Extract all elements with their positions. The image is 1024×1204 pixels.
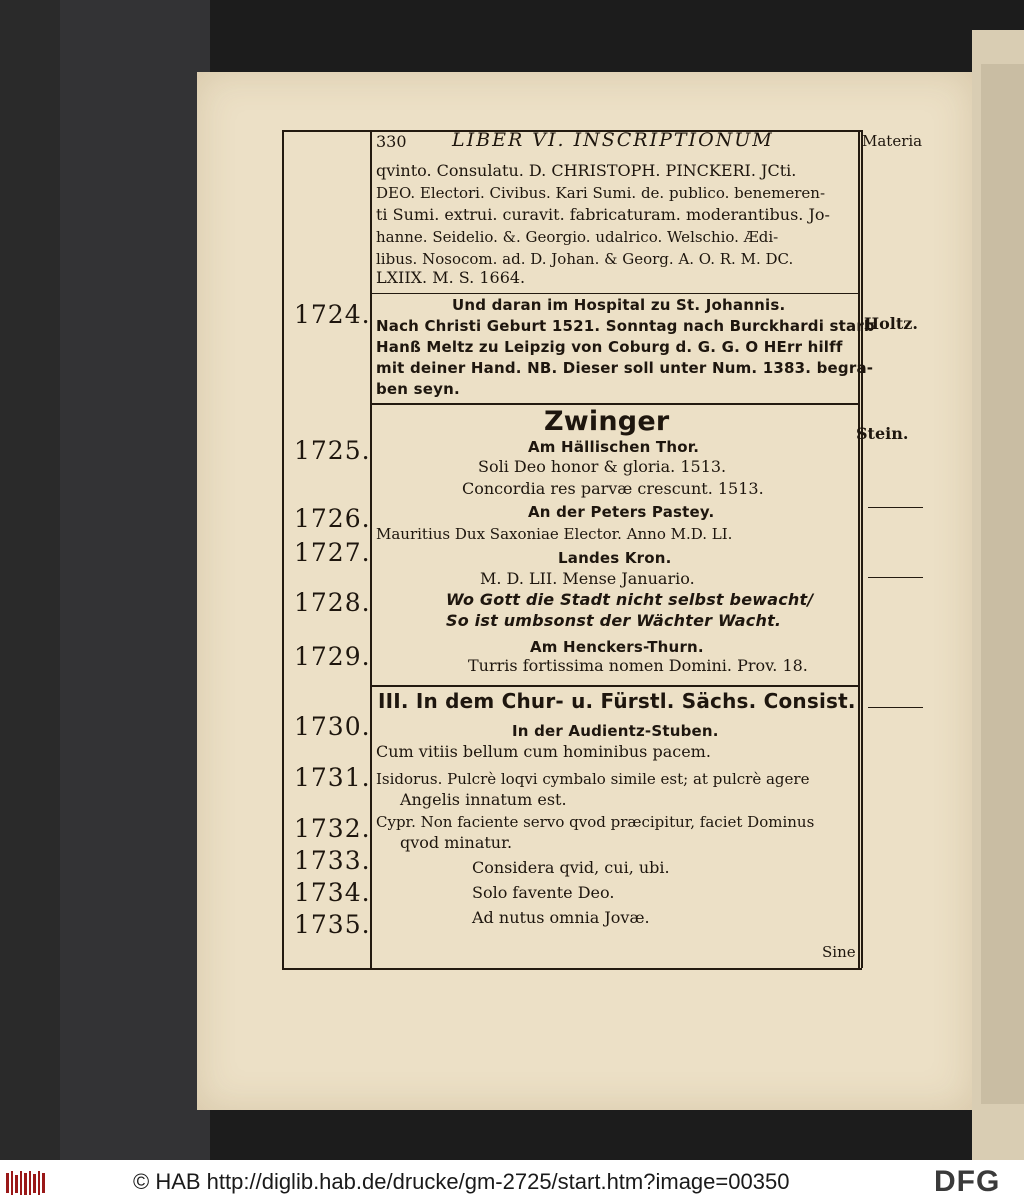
text-line: LXIIX. M. S. 1664. bbox=[376, 268, 526, 287]
entry-number: 1727. bbox=[294, 538, 371, 567]
text-line: Turris fortissima nomen Domini. Prov. 18. bbox=[468, 656, 808, 675]
entry-number: 1732. bbox=[294, 814, 371, 843]
text-line: Solo favente Deo. bbox=[472, 883, 615, 902]
section-rule bbox=[372, 403, 858, 405]
text-column-rule bbox=[858, 130, 860, 968]
entry-number: 1725. bbox=[294, 436, 371, 465]
material-label: Stein. bbox=[856, 424, 909, 443]
section-title: Zwinger bbox=[544, 406, 670, 437]
material-rule bbox=[868, 707, 923, 708]
text-line: Angelis innatum est. bbox=[400, 790, 567, 809]
text-line: Ad nutus omnia Jovæ. bbox=[472, 908, 650, 927]
material-rule bbox=[868, 577, 923, 578]
text-line: Hanß Meltz zu Leipzig von Coburg d. G. G. O HErr hilff bbox=[376, 338, 843, 356]
entry-heading: In der Audientz-Stuben. bbox=[512, 722, 719, 740]
material-rule bbox=[868, 507, 923, 508]
entry-number: 1724. bbox=[294, 300, 371, 329]
entry-heading: Am Henckers-Thurn. bbox=[530, 638, 704, 656]
text-line: mit deiner Hand. NB. Dieser soll unter Num. 1383. begra- bbox=[376, 359, 874, 377]
footer-bar bbox=[0, 1160, 1024, 1204]
hab-logo-icon bbox=[6, 1171, 46, 1195]
entry-number: 1733. bbox=[294, 846, 371, 875]
text-line: M. D. LII. Mense Januario. bbox=[480, 569, 695, 588]
text-line: qvinto. Consulatu. D. CHRISTOPH. PINCKERI. JCti. bbox=[376, 161, 797, 180]
entry-heading: Und daran im Hospital zu St. Johannis. bbox=[452, 296, 786, 314]
material-heading: Materia bbox=[862, 132, 923, 150]
entry-number: 1726. bbox=[294, 504, 371, 533]
text-line: qvod minatur. bbox=[400, 833, 513, 852]
material-label: Holtz. bbox=[864, 314, 918, 333]
entry-heading: Am Hällischen Thor. bbox=[528, 438, 700, 456]
entry-number: 1730. bbox=[294, 712, 371, 741]
section-title: III. In dem Chur- u. Fürstl. Sächs. Consist. bbox=[378, 689, 856, 713]
text-line: Mauritius Dux Saxoniae Elector. Anno M.D. LI. bbox=[376, 525, 733, 543]
text-line: DEO. Electori. Civibus. Kari Sumi. de. publico. benemeren- bbox=[376, 184, 826, 202]
running-title: LIBER VI. INSCRIPTIONUM bbox=[452, 129, 774, 151]
catchword: Sine bbox=[822, 943, 856, 961]
text-line: Considera qvid, cui, ubi. bbox=[472, 858, 670, 877]
text-line: ben seyn. bbox=[376, 380, 460, 398]
text-line: Wo Gott die Stadt nicht selbst bewacht/ bbox=[446, 590, 814, 609]
text-line: So ist umbsonst der Wächter Wacht. bbox=[446, 611, 782, 630]
dfg-logo: DFG bbox=[934, 1165, 1001, 1198]
text-line: ti Sumi. extrui. curavit. fabricaturam. moderantibus. Jo- bbox=[376, 205, 830, 224]
text-line: libus. Nosocom. ad. D. Johan. & Georg. A. O. R. M. DC. bbox=[376, 250, 794, 268]
section-rule bbox=[372, 685, 858, 687]
source-link[interactable]: © HAB http://diglib.hab.de/drucke/gm-2725/start.htm?image=00350 bbox=[133, 1169, 790, 1194]
page-number: 330 bbox=[376, 132, 407, 151]
section-rule bbox=[372, 293, 858, 294]
facing-page-shadow bbox=[981, 64, 1024, 1104]
text-line: Concordia res parvæ crescunt. 1513. bbox=[462, 479, 764, 498]
text-line: Soli Deo honor & gloria. 1513. bbox=[478, 457, 727, 476]
text-line: hanne. Seidelio. &. Georgio. udalrico. Welschio. Ædi- bbox=[376, 228, 779, 246]
entry-number: 1734. bbox=[294, 878, 371, 907]
text-line: Nach Christi Geburt 1521. Sonntag nach Burckhardi starb bbox=[376, 317, 875, 335]
bottom-rule bbox=[282, 968, 862, 970]
entry-number: 1728. bbox=[294, 588, 371, 617]
text-line: Cypr. Non faciente servo qvod præcipitur, faciet Dominus bbox=[376, 813, 815, 831]
entry-heading: An der Peters Pastey. bbox=[528, 503, 715, 521]
entry-number: 1735. bbox=[294, 910, 371, 939]
text-line: Cum vitiis bellum cum hominibus pacem. bbox=[376, 742, 711, 761]
entry-number: 1729. bbox=[294, 642, 371, 671]
scan-background-board bbox=[60, 0, 210, 1160]
text-line: Isidorus. Pulcrè loqvi cymbalo simile est; at pulcrè agere bbox=[376, 770, 810, 788]
entry-heading: Landes Kron. bbox=[558, 549, 672, 567]
entry-number: 1731. bbox=[294, 763, 371, 792]
